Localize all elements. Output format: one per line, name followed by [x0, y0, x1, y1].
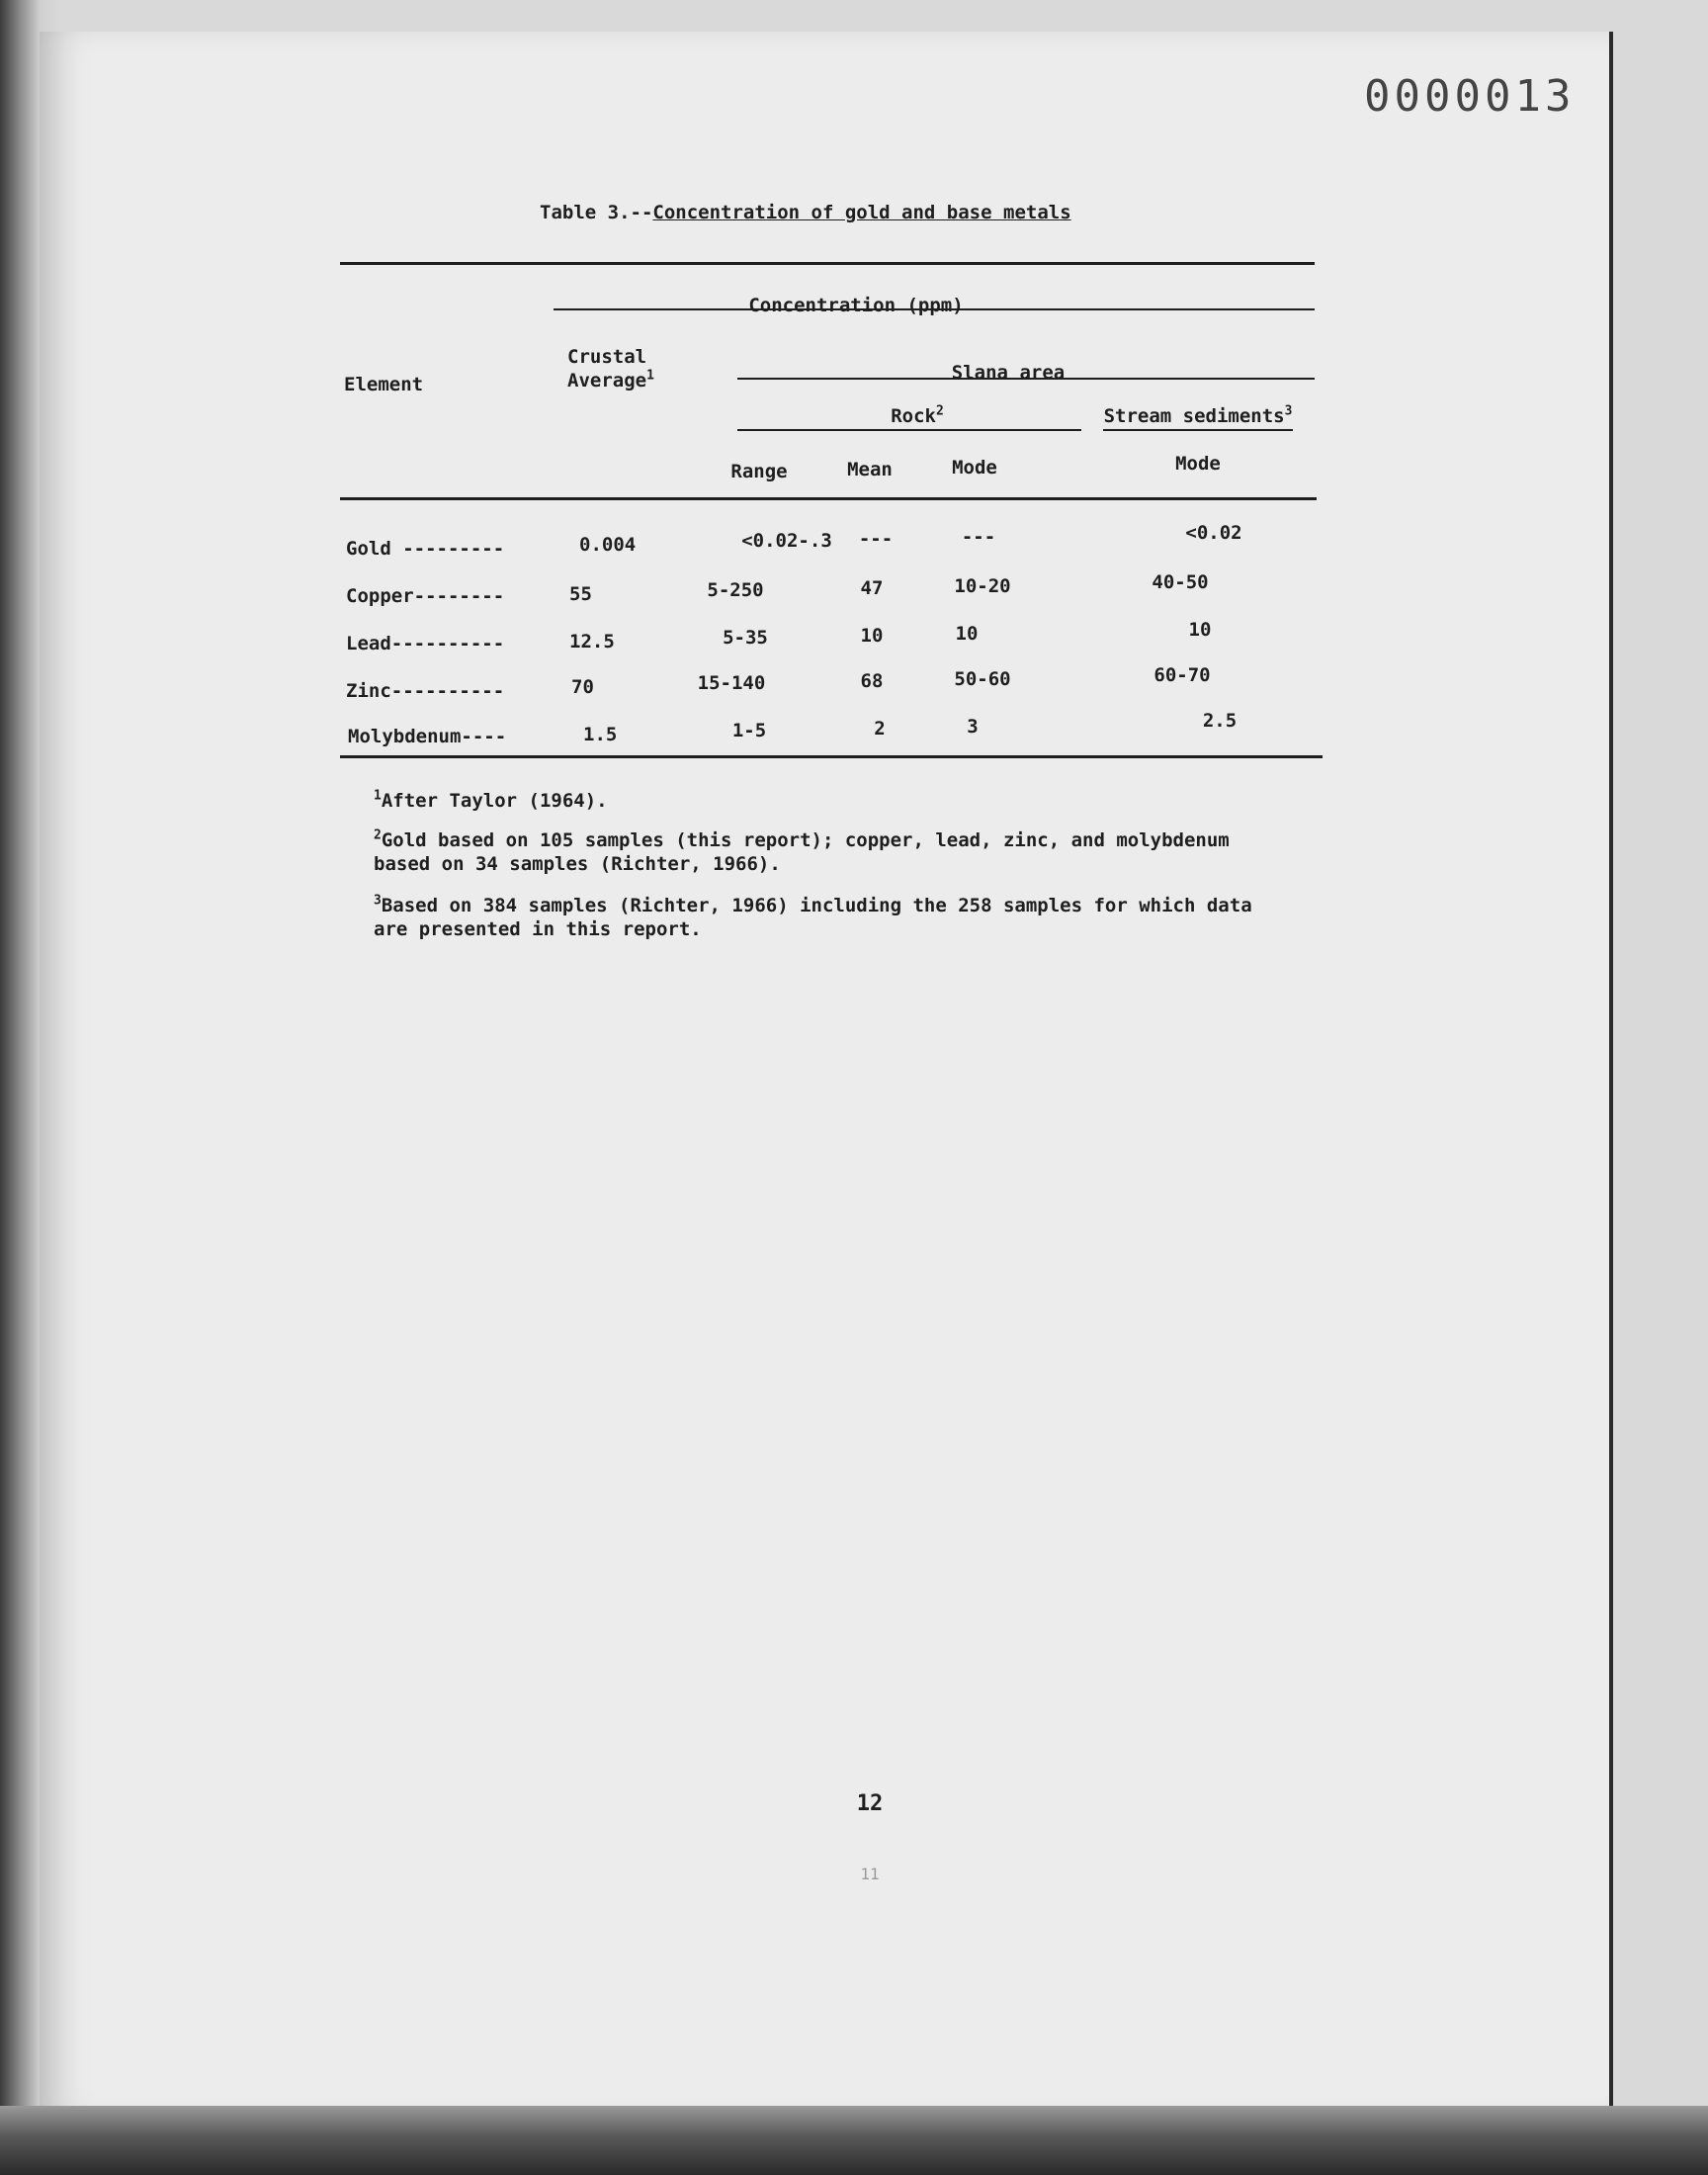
- cell-stream-mode: 2.5: [1202, 710, 1238, 732]
- cell-range: <0.02-.3: [741, 530, 832, 552]
- header-stream-sediments: Stream sediments$^3$: [1103, 403, 1293, 427]
- stream-rule: [1103, 429, 1293, 431]
- scan-bottom-edge: [0, 2106, 1708, 2175]
- cell-mode: 3: [967, 716, 979, 738]
- cell-crustal: 70: [571, 676, 594, 698]
- header-crustal-line1: Crustal: [567, 346, 647, 368]
- cell-mode: 10-20: [954, 575, 1011, 597]
- cell-mode: 50-60: [954, 668, 1011, 690]
- cell-stream-mode: 10: [1188, 619, 1212, 641]
- cell-range: 1-5: [731, 720, 767, 741]
- header-concentration: Concentration (ppm): [748, 295, 964, 316]
- cell-stream-mode: 60-70: [1153, 664, 1211, 686]
- cell-range: 5-35: [723, 627, 768, 649]
- header-element: Element: [344, 374, 424, 395]
- header-rock: Rock$^2$: [891, 403, 944, 427]
- header-slana-area: Slana area: [951, 362, 1066, 384]
- cell-range: 5-250: [707, 579, 764, 601]
- footnote-1: $^1$After Taylor (1964).: [374, 788, 608, 812]
- table-title-main: Concentration of gold and base metals: [652, 202, 1071, 223]
- rock-rule: [737, 429, 1081, 431]
- bleed-through-page-number: 11: [860, 1865, 880, 1883]
- page-number: 12: [856, 1791, 884, 1816]
- cell-mode: ---: [961, 526, 996, 548]
- cell-crustal: 12.5: [569, 631, 615, 652]
- page-id-stamp: 0000013: [1364, 71, 1576, 122]
- header-bottom-rule: [340, 497, 1317, 500]
- footnote-3: $^3$Based on 384 samples (Richter, 1966) including the 258 samples for which data are presented in this report.: [374, 893, 1252, 940]
- cell-element: Copper--------: [346, 585, 505, 607]
- header-crustal-line2: Average$^1$: [567, 368, 654, 392]
- cell-element: Molybdenum----: [348, 726, 507, 747]
- cell-element: Gold ---------: [346, 538, 505, 560]
- table-title: [540, 202, 1071, 223]
- cell-mean: 2: [874, 718, 886, 740]
- table-top-rule: [340, 262, 1315, 265]
- table-title-prefix: Table 3.--: [540, 202, 653, 223]
- header-mode: Mode: [952, 457, 997, 478]
- header-range: Range: [730, 461, 788, 482]
- footnote-2: $^2$Gold based on 105 samples (this report); copper, lead, zinc, and molybdenum based on 34 samples (Richter, 1966).: [374, 827, 1230, 875]
- cell-element: Lead----------: [346, 633, 505, 654]
- cell-crustal: 1.5: [583, 724, 618, 745]
- table-bottom-rule: [340, 755, 1323, 758]
- header-stream-mode: Mode: [1175, 453, 1221, 475]
- document-page: [40, 32, 1613, 2116]
- cell-crustal: 0.004: [579, 534, 637, 556]
- cell-element: Zinc----------: [346, 680, 505, 702]
- cell-mean: 68: [860, 670, 884, 692]
- cell-stream-mode: <0.02: [1185, 522, 1242, 544]
- cell-crustal: 55: [569, 583, 592, 605]
- cell-mean: 10: [860, 625, 884, 647]
- cell-stream-mode: 40-50: [1152, 571, 1209, 593]
- cell-range: 15-140: [697, 672, 766, 694]
- cell-mean: ---: [858, 528, 894, 550]
- cell-mode: 10: [955, 623, 979, 645]
- header-mean: Mean: [847, 459, 893, 480]
- cell-mean: 47: [860, 577, 884, 599]
